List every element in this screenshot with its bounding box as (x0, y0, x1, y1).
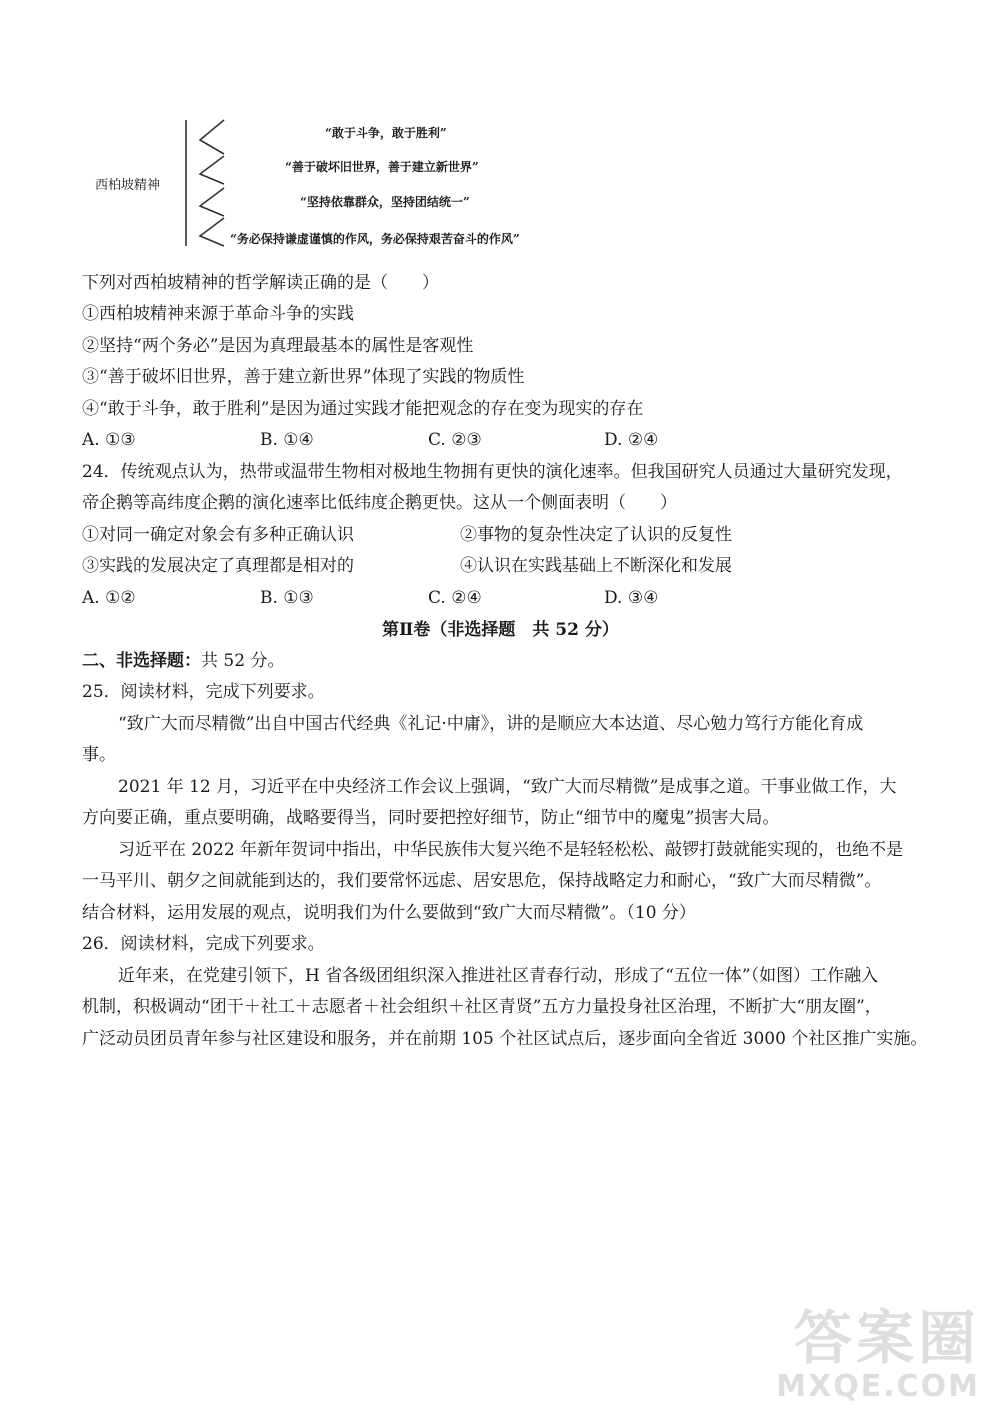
statement: ④“敢于斗争，敢于胜利”是因为通过实践才能把观念的存在变为现实的存在 (82, 399, 644, 419)
statement: ②坚持“两个务必”是因为真理最基本的属性是客观性 (82, 336, 474, 356)
spirit-item: “坚持依靠群众，坚持团结统一” (300, 195, 470, 209)
material-text: 机制，积极调动“团干＋社工＋志愿者＋社会组织＋社区青贤”五方力量投身社区治理，不断扩大“朋友圈”， (82, 997, 882, 1017)
material-text: 一马平川、朝夕之间就能到达的，我们要常怀远虑、居安思危，保持战略定力和耐心，“致广大而尽精微”。 (82, 871, 882, 891)
material-text: 习近平在 2022 年新年贺词中指出，中华民族伟大复兴绝不是轻轻松松、敲锣打鼓就能实现的，也绝不是 (118, 840, 904, 860)
question-heading: 26．阅读材料，完成下列要求。 (82, 934, 325, 954)
bracket-wedge-1 (200, 120, 224, 154)
material-text: “致广大而尽精微”出自中国古代经典《礼记·中庸》，讲的是顺应大本达道、尽心勉力笃行方能化育成 (118, 714, 864, 734)
bracket-wedge-4 (200, 218, 224, 246)
bracket-wedge-2 (200, 156, 224, 184)
statement: ①对同一确定对象会有多种正确认识 (82, 525, 354, 545)
statement: ②事物的复杂性决定了认识的反复性 (460, 525, 732, 545)
spirit-item: “善于破坏旧世界，善于建立新世界” (285, 160, 479, 174)
question-stem: 下列对西柏坡精神的哲学解读正确的是（ ） (82, 273, 439, 293)
question-heading: 25．阅读材料，完成下列要求。 (82, 682, 325, 702)
answer-option[interactable]: C. ②④ (428, 588, 482, 608)
spirit-item: “务必保持谦虚谨慎的作风，务必保持艰苦奋斗的作风” (230, 232, 520, 246)
section-heading-rest: 共 52 分。 (201, 651, 285, 671)
answer-option[interactable]: A. ①③ (82, 430, 136, 450)
question-ask: 结合材料，运用发展的观点，说明我们为什么要做到“致广大而尽精微”。（10 分） (82, 903, 696, 923)
statement: ①西柏坡精神来源于革命斗争的实践 (82, 304, 354, 324)
watermark-logo (776, 1291, 980, 1404)
section-heading (82, 650, 284, 672)
material-text: 方向要正确，重点要明确，战略要得当，同时要把控好细节，防止“细节中的魔鬼”损害大局。 (82, 808, 780, 828)
bracket-wedge-3 (200, 188, 224, 216)
answer-option[interactable]: D. ②④ (604, 430, 659, 450)
material-text: 2021 年 12 月，习近平在中央经济工作会议上强调，“致广大而尽精微”是成事之道。干事业做工作，大 (118, 777, 897, 797)
answer-option[interactable]: C. ②③ (428, 430, 482, 450)
statement: ④认识在实践基础上不断深化和发展 (460, 556, 732, 576)
answer-option[interactable]: B. ①④ (260, 430, 314, 450)
question-stem: 帝企鹅等高纬度企鹅的演化速率比低纬度企鹅更快。这从一个侧面表明（ ） (82, 493, 677, 513)
material-text: 广泛动员团员青年参与社区建设和服务，并在前期 105 个社区试点后，逐步面向全省近 3000 个社区推广实施。 (82, 1029, 928, 1049)
watermark-url: MXQE.COM (776, 1369, 980, 1404)
section-title: 第Ⅱ卷（非选择题 共 52 分） (382, 620, 619, 640)
section-heading-label: 二、非选择题： (82, 651, 201, 671)
answer-option[interactable]: A. ①② (82, 588, 136, 608)
statement: ③实践的发展决定了真理都是相对的 (82, 556, 354, 576)
watermark-text: 答案圈 (793, 1304, 980, 1372)
material-text: 近年来，在党建引领下，H 省各级团组织深入推进社区青春行动，形成了“五位一体”（如图）工作融入 (118, 966, 879, 986)
answer-option[interactable]: D. ③④ (604, 588, 659, 608)
answer-option[interactable]: B. ①③ (260, 588, 314, 608)
statement: ③“善于破坏旧世界，善于建立新世界”体现了实践的物质性 (82, 367, 525, 387)
material-text: 事。 (82, 745, 116, 765)
diagram-label: 西柏坡精神 (95, 178, 161, 193)
spirit-item: “敢于斗争，敢于胜利” (325, 126, 447, 140)
question-stem: 24．传统观点认为，热带或温带生物相对极地生物拥有更快的演化速率。但我国研究人员通过大量研究发现， (82, 462, 903, 482)
